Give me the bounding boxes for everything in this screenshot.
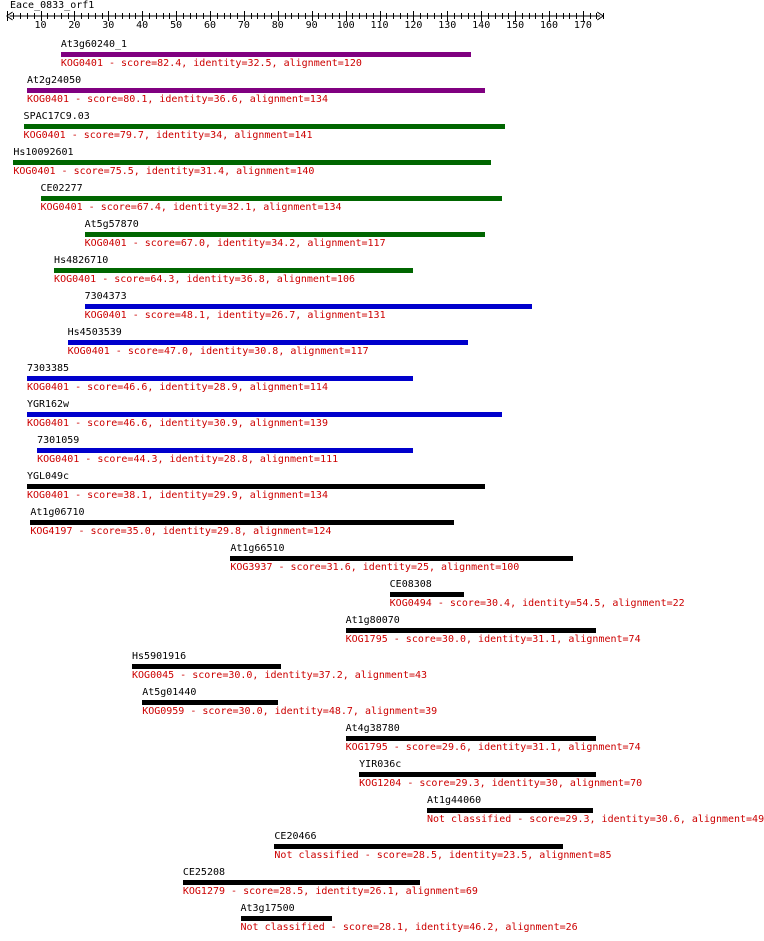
ruler-tick-label: 110 bbox=[370, 20, 389, 31]
query-name: Eace_0833_orf1 bbox=[10, 0, 95, 11]
hit-description: KOG0401 - score=67.0, identity=34.2, alignment=117 bbox=[84, 238, 386, 249]
hit-description: KOG1204 - score=29.3, identity=30, alignment=70 bbox=[359, 778, 643, 789]
hit-name[interactable]: YGL049c bbox=[26, 471, 70, 482]
ruler-tick-label: 10 bbox=[34, 20, 47, 31]
hit-name[interactable]: Hs4503539 bbox=[67, 327, 122, 338]
hit-name[interactable]: At3g60240_1 bbox=[60, 39, 128, 50]
hit-description: KOG1279 - score=28.5, identity=26.1, alignment=69 bbox=[182, 886, 478, 897]
hit-name[interactable]: At3g17500 bbox=[240, 903, 295, 914]
ruler-tick-label: 40 bbox=[136, 20, 149, 31]
hit-description: KOG0401 - score=46.6, identity=30.9, alignment=139 bbox=[26, 418, 328, 429]
hit-name[interactable]: CE25208 bbox=[182, 867, 226, 878]
hit-bar[interactable] bbox=[241, 916, 333, 921]
ruler-tick-label: 120 bbox=[404, 20, 423, 31]
hit-bar[interactable] bbox=[27, 484, 485, 489]
hit-bar[interactable] bbox=[346, 628, 597, 633]
hit-description: KOG0959 - score=30.0, identity=48.7, alignment=39 bbox=[142, 706, 438, 717]
ruler-tick-label: 150 bbox=[506, 20, 525, 31]
hit-description: Not classified - score=29.3, identity=30.6, alignment=49 bbox=[426, 814, 764, 825]
hit-name[interactable]: At1g44060 bbox=[426, 795, 482, 806]
hit-name[interactable]: 7304373 bbox=[84, 291, 127, 302]
hit-description: KOG1795 - score=30.0, identity=31.1, alignment=74 bbox=[345, 634, 641, 645]
hit-name[interactable]: At1g06710 bbox=[30, 507, 85, 518]
hit-name[interactable]: Hs5901916 bbox=[132, 651, 187, 662]
hit-bar[interactable] bbox=[85, 232, 485, 237]
hit-bar[interactable] bbox=[27, 376, 413, 381]
ruler-tick-label: 100 bbox=[336, 20, 355, 31]
hit-description: KOG0401 - score=46.6, identity=28.9, alignment=114 bbox=[26, 382, 328, 393]
hit-description: KOG0494 - score=30.4, identity=54.5, alignment=22 bbox=[389, 598, 685, 609]
hit-description: KOG0401 - score=75.5, identity=31.4, alignment=140 bbox=[13, 166, 315, 177]
hit-description: KOG0401 - score=38.1, identity=29.9, alignment=134 bbox=[26, 490, 328, 501]
hit-name[interactable]: At5g57870 bbox=[84, 219, 139, 230]
hit-bar[interactable] bbox=[427, 808, 593, 813]
hit-bar[interactable] bbox=[85, 304, 532, 309]
hit-name[interactable]: SPAC17C9.03 bbox=[23, 111, 90, 122]
hit-description: KOG0401 - score=80.1, identity=36.6, alignment=134 bbox=[26, 94, 328, 105]
hit-name[interactable]: CE08308 bbox=[389, 579, 432, 590]
hit-bar[interactable] bbox=[30, 520, 454, 525]
hit-bar[interactable] bbox=[230, 556, 572, 561]
hit-bar[interactable] bbox=[346, 736, 597, 741]
hit-bar[interactable] bbox=[390, 592, 465, 597]
hit-description: KOG0401 - score=47.0, identity=30.8, alignment=117 bbox=[67, 346, 369, 357]
hit-description: Not classified - score=28.1, identity=46.2, alignment=26 bbox=[240, 922, 578, 933]
ruler-tick-label: 80 bbox=[271, 20, 284, 31]
hit-description: KOG0401 - score=44.3, identity=28.8, alignment=111 bbox=[37, 454, 339, 465]
hit-name[interactable]: At5g01440 bbox=[142, 687, 197, 698]
hit-name[interactable]: CE20466 bbox=[274, 831, 317, 842]
ruler-tick-label: 30 bbox=[102, 20, 115, 31]
hit-description: KOG0401 - score=67.4, identity=32.1, alignment=134 bbox=[40, 202, 342, 213]
ruler-tick-label: 60 bbox=[203, 20, 217, 31]
hit-name[interactable]: YGR162w bbox=[26, 399, 70, 410]
hit-description: KOG0045 - score=30.0, identity=37.2, alignment=43 bbox=[132, 670, 428, 681]
hit-bar[interactable] bbox=[27, 412, 502, 417]
ruler-tick-label: 20 bbox=[68, 20, 81, 31]
hit-name[interactable]: Hs4826710 bbox=[54, 255, 109, 266]
hit-name[interactable]: At1g80070 bbox=[345, 615, 400, 626]
hit-description: KOG4197 - score=35.0, identity=29.8, alignment=124 bbox=[30, 526, 332, 537]
hit-bar[interactable] bbox=[37, 448, 413, 453]
hit-bar[interactable] bbox=[24, 124, 505, 129]
hit-description: KOG0401 - score=82.4, identity=32.5, alignment=120 bbox=[60, 58, 362, 69]
hit-description: KOG0401 - score=48.1, identity=26.7, alignment=131 bbox=[84, 310, 386, 321]
ruler-tick-label: 160 bbox=[539, 20, 559, 31]
hit-name[interactable]: At2g24050 bbox=[26, 75, 82, 86]
ruler-tick-label: 130 bbox=[438, 20, 457, 31]
hit-bar[interactable] bbox=[142, 700, 278, 705]
ruler-tick-label: 140 bbox=[472, 20, 491, 31]
hit-name[interactable]: Hs10092601 bbox=[13, 147, 74, 158]
ruler-tick-label: 170 bbox=[573, 20, 592, 31]
ruler-tick-label: 90 bbox=[305, 20, 318, 31]
hit-name[interactable]: CE02277 bbox=[40, 183, 83, 194]
hit-name[interactable]: At4g38780 bbox=[345, 723, 400, 734]
hit-description: KOG1795 - score=29.6, identity=31.1, alignment=74 bbox=[345, 742, 641, 753]
ruler-tick-label: 50 bbox=[170, 20, 183, 31]
hit-description: KOG3937 - score=31.6, identity=25, alignment=100 bbox=[230, 562, 520, 573]
hit-name[interactable]: 7303385 bbox=[26, 363, 70, 374]
hit-description: KOG0401 - score=79.7, identity=34, alignment=141 bbox=[23, 130, 313, 141]
hit-bar[interactable] bbox=[61, 52, 471, 57]
hit-bar[interactable] bbox=[183, 880, 420, 885]
hit-description: KOG0401 - score=64.3, identity=36.8, alignment=106 bbox=[54, 274, 356, 285]
hit-name[interactable]: YIR036c bbox=[359, 759, 402, 770]
hit-description: Not classified - score=28.5, identity=23.5, alignment=85 bbox=[274, 850, 612, 861]
hit-bar[interactable] bbox=[27, 88, 485, 93]
hit-bar[interactable] bbox=[68, 340, 468, 345]
hit-bar[interactable] bbox=[41, 196, 502, 201]
hit-bar[interactable] bbox=[13, 160, 491, 165]
hit-bar[interactable] bbox=[132, 664, 281, 669]
hit-name[interactable]: At1g66510 bbox=[230, 543, 285, 554]
hit-bar[interactable] bbox=[359, 772, 596, 777]
hit-bar[interactable] bbox=[274, 844, 562, 849]
hit-bar[interactable] bbox=[54, 268, 413, 273]
hit-name[interactable]: 7301059 bbox=[37, 435, 80, 446]
ruler-tick-label: 70 bbox=[237, 20, 250, 31]
